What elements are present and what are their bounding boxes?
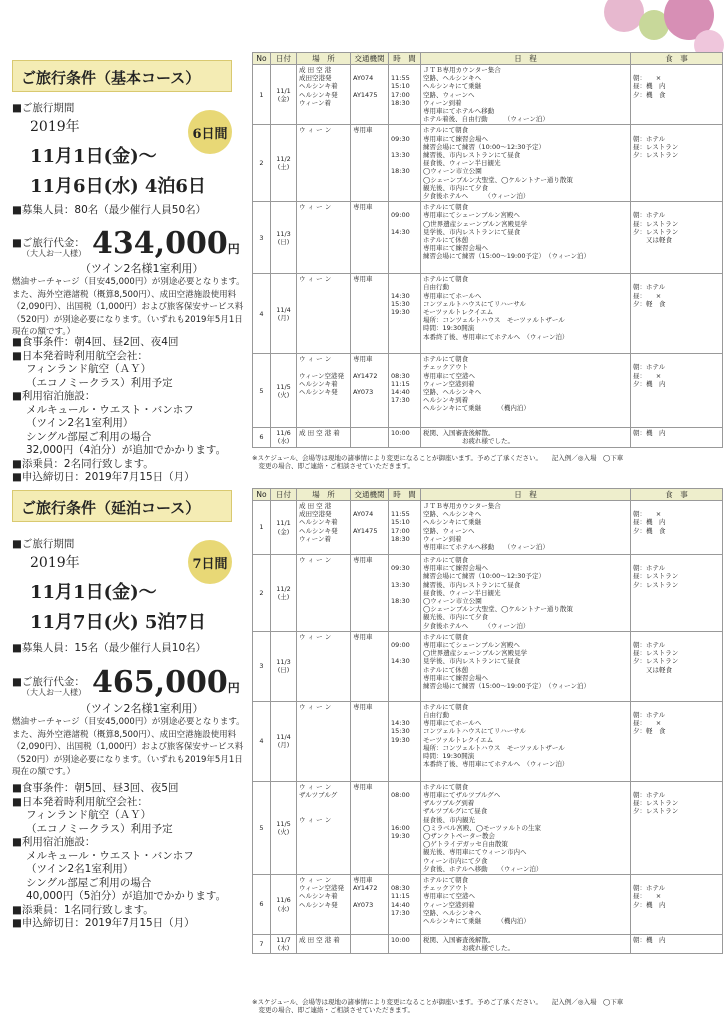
cell-time: 08:30 11:15 14:40 17:30 bbox=[389, 354, 421, 428]
cell-transport bbox=[351, 428, 389, 447]
cell-no: 5 bbox=[253, 354, 271, 428]
col-transport: 交通機関 bbox=[351, 53, 389, 65]
cell-no: 4 bbox=[253, 701, 271, 781]
col-meals: 食 事 bbox=[631, 489, 723, 501]
col-place: 場 所 bbox=[297, 489, 351, 501]
cell-no: 6 bbox=[253, 875, 271, 935]
members: ■募集人員：15名（最少催行人員10名） bbox=[12, 642, 207, 654]
conditions-list bbox=[12, 782, 250, 931]
single-charge: 40,000円（5泊分）が追加でかかります。 bbox=[26, 890, 227, 902]
cell-schedule: ホテルにて朝食 自由行動 専用車にてホールへ コンツェルトハウスにてリハーサル モーツァルトレクイエム 場所：コンツェルトハウス モーツァルトザール 時間：19:30開演 本番終了後、専用車にてホテルへ （ウィーン泊） bbox=[421, 701, 631, 781]
escort: ■添乗員：1名同行致します。 bbox=[12, 903, 154, 916]
cell-time: 14:30 15:30 19:30 bbox=[389, 274, 421, 354]
escort: ■添乗員：2名同行致します。 bbox=[12, 457, 154, 470]
cell-place: ウ ィ ー ン bbox=[297, 631, 351, 701]
airline-class: （エコノミークラス）利用予定 bbox=[26, 376, 173, 389]
col-time: 時 間 bbox=[389, 489, 421, 501]
col-meals: 食 事 bbox=[631, 53, 723, 65]
cell-date: 11/4 (月) bbox=[271, 274, 297, 354]
table-header bbox=[253, 489, 723, 501]
col-transport: 交通機関 bbox=[351, 489, 389, 501]
cell-time: 10:00 bbox=[389, 428, 421, 447]
price-label: ■ご旅行代金： bbox=[12, 237, 85, 249]
airline-class: （エコノミークラス）利用予定 bbox=[26, 822, 173, 835]
cell-date: 11/3 (日) bbox=[271, 631, 297, 701]
cell-place: ウ ィ ー ン bbox=[297, 125, 351, 202]
hotel-room: （ツイン2名1室利用） bbox=[26, 417, 134, 429]
cell-place: 成 田 空 港 着 bbox=[297, 428, 351, 447]
hotel: ■利用宿泊施設： bbox=[12, 836, 96, 848]
col-schedule: 日 程 bbox=[421, 489, 631, 501]
cell-transport: 専用車 AY1472 AY073 bbox=[351, 354, 389, 428]
cell-date: 11/6 (水) bbox=[271, 428, 297, 447]
schedule-note: ※スケジュール、会場等は現地の諸事情により変更になることが御座います。予めご了承ください。 記入例／◎入場 ◯下車 変更の場合、即ご連絡・ご相談させていただきます。 bbox=[252, 998, 624, 1014]
col-no: No bbox=[253, 53, 271, 65]
twin-note: （ツイン2名様1室利用） bbox=[80, 702, 204, 715]
date-end: 11月6日(水) 4泊6日 bbox=[30, 176, 206, 197]
cell-place: 成 田 空 港 着 bbox=[297, 935, 351, 954]
cell-no: 3 bbox=[253, 202, 271, 274]
cell-meals: 朝： × 昼：機 内 夕：機 食 bbox=[631, 65, 723, 125]
cell-schedule: ＪＴＢ専用カウンター集合 空路、ヘルシンキへ ヘルシンキにて乗継 空路、ウィーンへ ウィーン到着 専用車にてホテルへ移動 （ウィーン泊） bbox=[421, 501, 631, 555]
cell-transport: 専用車 bbox=[351, 631, 389, 701]
cell-meals: 朝：ホテル 昼：レストラン 夕：レストラン 又は軽食 bbox=[631, 631, 723, 701]
hotel-room: （ツイン2名1室利用） bbox=[26, 863, 134, 875]
table-row bbox=[253, 65, 723, 125]
cell-transport: 専用車 bbox=[351, 125, 389, 202]
table-row bbox=[253, 935, 723, 954]
cell-date: 11/2 (土) bbox=[271, 125, 297, 202]
price-sub: （大人お一人様） bbox=[22, 688, 86, 697]
cell-meals: 朝：ホテル 昼：レストラン 夕：レストラン bbox=[631, 125, 723, 202]
cell-schedule: ホテルにて朝食 専用車にてザルツブルグへ ザルツブルグ到着 ザルツブルグにて昼食 昼食後、市内観光 ◯ミラベル宮殿、◯モーツァルトの生家 ◯ザンクトペーター教会 ◯ゲトライデガッセ自由散策 観光後、専用車にてウィーン市内へ ウィーン市内にて夕食 夕食後、ホテルへ移動 （ウィーン泊） bbox=[421, 781, 631, 874]
cell-place: ウ ィ ー ン ウィーン空港発 ヘルシンキ着 ヘルシンキ発 bbox=[297, 354, 351, 428]
basic-itinerary-table bbox=[252, 52, 723, 448]
col-place: 場 所 bbox=[297, 53, 351, 65]
cell-meals: 朝：機 内 bbox=[631, 935, 723, 954]
table-row bbox=[253, 274, 723, 354]
period-label: ■ご旅行期間 bbox=[12, 102, 75, 114]
cell-meals: 朝：ホテル 昼： × 夕：機 内 bbox=[631, 354, 723, 428]
cell-place: 成 田 空 港 成田空港発 ヘルシンキ着 ヘルシンキ発 ウィーン着 bbox=[297, 65, 351, 125]
table-row bbox=[253, 501, 723, 555]
fuel-note: 燃油サーチャージ（目安45,000円）が別途必要となります。また、海外空港諸税（概算8,500円）、成田空港施設使用料（2,090円）、出国税（1,000円）および旅客保安サービス料（520円）が別途必要になります。（いずれも2019年5月1日現在の額です。） bbox=[12, 717, 245, 777]
airline-name: フィンランド航空（ＡＹ） bbox=[26, 363, 152, 375]
cell-schedule: ＪＴＢ専用カウンター集合 空路、ヘルシンキへ ヘルシンキにて乗継 空路、ウィーンへ ウィーン到着 専用車にてホテルへ移動 ホテル着後、自由行動 （ウィーン泊） bbox=[421, 65, 631, 125]
cell-no: 2 bbox=[253, 555, 271, 632]
cell-no: 5 bbox=[253, 781, 271, 874]
cell-date: 11/1 (金) bbox=[271, 501, 297, 555]
hotel-name: メルキュール・ウエスト・バンホフ bbox=[26, 849, 194, 862]
extended-itinerary-table bbox=[252, 488, 723, 954]
days-badge: 6日間 bbox=[188, 110, 232, 154]
cell-transport bbox=[351, 935, 389, 954]
deadline: ■申込締切日：2019年7月15日（月） bbox=[12, 471, 195, 483]
cell-schedule: ホテルにて朝食 専用車にてシェーンブルン宮殿へ ◯世界遺産シェーンブルン宮殿見学 見学後、市内レストランにて昼食 ホテルにて休憩 専用車にて練習会場へ 練習会場にて練習（15:00〜19:00予定） （ウィーン泊） bbox=[421, 631, 631, 701]
members: ■募集人員：80名（最少催行人員50名） bbox=[12, 204, 207, 216]
cell-transport: AY074 AY1475 bbox=[351, 501, 389, 555]
cell-schedule: ホテルにて朝食 チェックアウト 専用車にて空港へ ウィーン空港到着 空路、ヘルシンキへ ヘルシンキ到着 ヘルシンキにて乗継 （機内泊） bbox=[421, 354, 631, 428]
price-label: ■ご旅行代金： bbox=[12, 676, 85, 688]
table-row bbox=[253, 781, 723, 874]
cell-time: 09:30 13:30 18:30 bbox=[389, 125, 421, 202]
period-label: ■ご旅行期間 bbox=[12, 538, 75, 550]
cell-place: ウ ィ ー ン bbox=[297, 701, 351, 781]
cell-no: 6 bbox=[253, 428, 271, 447]
price: 465,000円 bbox=[92, 665, 240, 700]
cell-no: 1 bbox=[253, 501, 271, 555]
cell-schedule: ホテルにて朝食 専用車にて練習会場へ 練習会場にて練習（10:00〜12:30予定） 練習後、市内レストランにて昼食 昼食後、ウィーン半日観光 ◯ウィーン市立公園 ◯シェーンブルン大聖堂、◯ケルントナー通り散策 観光後、市内にて夕食 夕食後ホテルへ （ウィーン泊） bbox=[421, 555, 631, 632]
cell-transport: 専用車 bbox=[351, 202, 389, 274]
table-row bbox=[253, 428, 723, 447]
year: 2019年 bbox=[30, 119, 80, 135]
cell-date: 11/4 (月) bbox=[271, 701, 297, 781]
table-row bbox=[253, 555, 723, 632]
table-row bbox=[253, 875, 723, 935]
cell-transport: 専用車 bbox=[351, 781, 389, 874]
cell-place: ウ ィ ー ン ザルツブルグ ウ ィ ー ン bbox=[297, 781, 351, 874]
date-end: 11月7日(火) 5泊7日 bbox=[30, 612, 206, 633]
col-date: 日付 bbox=[271, 53, 297, 65]
cell-time: 11:55 15:10 17:00 18:30 bbox=[389, 501, 421, 555]
price: 434,000円 bbox=[92, 226, 240, 261]
conditions-list bbox=[12, 336, 250, 485]
table-row bbox=[253, 202, 723, 274]
cell-schedule: 税関、入国審査後解散。 お疲れ様でした。 bbox=[421, 428, 631, 447]
cell-time: 09:30 13:30 18:30 bbox=[389, 555, 421, 632]
table-row bbox=[253, 631, 723, 701]
cell-schedule: 税関、入国審査後解散。 お疲れ様でした。 bbox=[421, 935, 631, 954]
cell-meals: 朝：ホテル 昼： × 夕：軽 食 bbox=[631, 701, 723, 781]
cell-date: 11/6 (水) bbox=[271, 875, 297, 935]
cell-meals: 朝：ホテル 昼： × 夕：軽 食 bbox=[631, 274, 723, 354]
cell-meals: 朝：ホテル 昼：レストラン 夕：レストラン bbox=[631, 555, 723, 632]
cell-transport: 専用車 bbox=[351, 555, 389, 632]
cell-schedule: ホテルにて朝食 チェックアウト 専用車にて空港へ ウィーン空港到着 空路、ヘルシンキへ ヘルシンキにて乗継 （機内泊） bbox=[421, 875, 631, 935]
cell-time: 11:55 15:10 17:00 18:30 bbox=[389, 65, 421, 125]
cell-place: 成 田 空 港 成田空港発 ヘルシンキ着 ヘルシンキ発 ウィーン着 bbox=[297, 501, 351, 555]
extended-course-title: ご旅行条件（延泊コース） bbox=[12, 490, 232, 522]
deadline: ■申込締切日：2019年7月15日（月） bbox=[12, 917, 195, 929]
single-note: シングル部屋ご利用の場合 bbox=[26, 430, 152, 443]
cell-transport: AY074 AY1475 bbox=[351, 65, 389, 125]
cell-schedule: ホテルにて朝食 専用車にてシェーンブルン宮殿へ ◯世界遺産シェーンブルン宮殿見学 見学後、市内レストランにて昼食 ホテルにて休憩 専用車にて練習会場へ 練習会場にて練習（15:00〜19:00予定） （ウィーン泊） bbox=[421, 202, 631, 274]
cell-date: 11/2 (土) bbox=[271, 555, 297, 632]
single-charge: 32,000円（4泊分）が追加でかかります。 bbox=[26, 444, 227, 456]
table-header bbox=[253, 53, 723, 65]
cell-time: 08:00 16:00 19:30 bbox=[389, 781, 421, 874]
cell-no: 2 bbox=[253, 125, 271, 202]
airline: ■日本発着時利用航空会社： bbox=[12, 349, 148, 362]
airline-name: フィンランド航空（ＡＹ） bbox=[26, 809, 152, 821]
year: 2019年 bbox=[30, 555, 80, 571]
cell-time: 08:30 11:15 14:40 17:30 bbox=[389, 875, 421, 935]
cell-date: 11/5 (火) bbox=[271, 354, 297, 428]
table-row bbox=[253, 125, 723, 202]
date-start: 11月1日(金)〜 bbox=[30, 146, 157, 167]
basic-course-title: ご旅行条件（基本コース） bbox=[12, 60, 232, 92]
cell-meals: 朝：ホテル 昼：レストラン 夕：レストラン 又は軽食 bbox=[631, 202, 723, 274]
cell-transport: 専用車 AY1472 AY073 bbox=[351, 875, 389, 935]
table-row bbox=[253, 701, 723, 781]
single-note: シングル部屋ご利用の場合 bbox=[26, 876, 152, 889]
date-start: 11月1日(金)〜 bbox=[30, 582, 157, 603]
meals: ■食事条件：朝4回、昼2回、夜4回 bbox=[12, 336, 179, 348]
cell-meals: 朝： × 昼：機 内 夕：機 食 bbox=[631, 501, 723, 555]
schedule-note: ※スケジュール、会場等は現地の諸事情により変更になることが御座います。予めご了承ください。 記入例／◎入場 ◯下車 変更の場合、即ご連絡・ご相談させていただきます。 bbox=[252, 454, 624, 470]
days-badge: 7日間 bbox=[188, 540, 232, 584]
cell-schedule: ホテルにて朝食 自由行動 専用車にてホールへ コンツェルトハウスにてリハーサル モーツァルトレクイエム 場所：コンツェルトハウス モーツァルトザール 時間：19:30開演 本番終了後、専用車にてホテルへ （ウィーン泊） bbox=[421, 274, 631, 354]
hotel: ■利用宿泊施設： bbox=[12, 390, 96, 402]
cell-date: 11/3 (日) bbox=[271, 202, 297, 274]
fuel-note: 燃油サーチャージ（目安45,000円）が別途必要となります。また、海外空港諸税（概算8,500円）、成田空港施設使用料（2,090円）、出国税（1,000円）および旅客保安サービス料（520円）が別途必要になります。（いずれも2019年5月1日現在の額です。） bbox=[12, 277, 245, 337]
col-time: 時 間 bbox=[389, 53, 421, 65]
cell-meals: 朝：ホテル 昼：レストラン 夕：レストラン bbox=[631, 781, 723, 874]
meals: ■食事条件：朝5回、昼3回、夜5回 bbox=[12, 782, 179, 794]
col-no: No bbox=[253, 489, 271, 501]
col-schedule: 日 程 bbox=[421, 53, 631, 65]
col-date: 日付 bbox=[271, 489, 297, 501]
twin-note: （ツイン2名様1室利用） bbox=[80, 262, 204, 275]
airline: ■日本発着時利用航空会社： bbox=[12, 795, 148, 808]
cell-date: 11/7 (木) bbox=[271, 935, 297, 954]
cell-time: 14:30 15:30 19:30 bbox=[389, 701, 421, 781]
cell-transport: 専用車 bbox=[351, 701, 389, 781]
cell-place: ウ ィ ー ン bbox=[297, 274, 351, 354]
cell-date: 11/5 (火) bbox=[271, 781, 297, 874]
cell-place: ウ ィ ー ン ウィーン空港発 ヘルシンキ着 ヘルシンキ発 bbox=[297, 875, 351, 935]
table-row bbox=[253, 354, 723, 428]
cell-schedule: ホテルにて朝食 専用車にて練習会場へ 練習会場にて練習（10:00〜12:30予定） 練習後、市内レストランにて昼食 昼食後、ウィーン半日観光 ◯ウィーン市立公園 ◯シェーンブルン大聖堂、◯ケルントナー通り散策 観光後、市内にて夕食 夕食後ホテルへ （ウィーン泊） bbox=[421, 125, 631, 202]
cell-no: 7 bbox=[253, 935, 271, 954]
cell-date: 11/1 (金) bbox=[271, 65, 297, 125]
cell-time: 09:00 14:30 bbox=[389, 202, 421, 274]
price-sub: （大人お一人様） bbox=[22, 249, 86, 258]
cell-transport: 専用車 bbox=[351, 274, 389, 354]
cell-meals: 朝：ホテル 昼： × 夕：機 内 bbox=[631, 875, 723, 935]
cell-meals: 朝：機 内 bbox=[631, 428, 723, 447]
cell-place: ウ ィ ー ン bbox=[297, 202, 351, 274]
cell-time: 09:00 14:30 bbox=[389, 631, 421, 701]
cell-no: 4 bbox=[253, 274, 271, 354]
cell-time: 10:00 bbox=[389, 935, 421, 954]
hotel-name: メルキュール・ウエスト・バンホフ bbox=[26, 403, 194, 416]
cell-place: ウ ィ ー ン bbox=[297, 555, 351, 632]
cell-no: 3 bbox=[253, 631, 271, 701]
cell-no: 1 bbox=[253, 65, 271, 125]
